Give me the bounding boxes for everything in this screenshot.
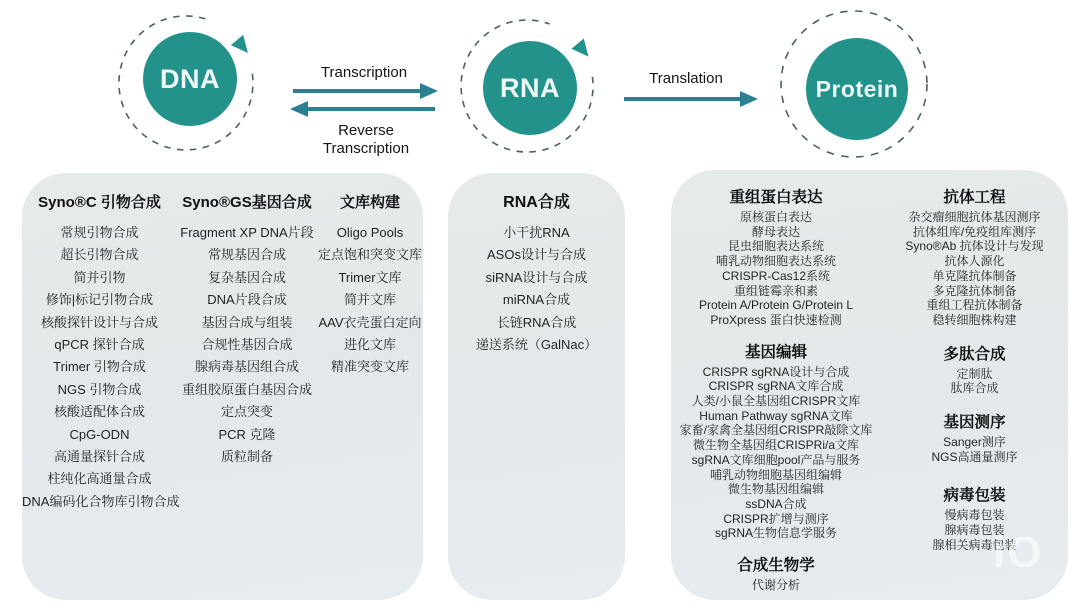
- peptide-synthesis-list: [881, 367, 1068, 396]
- list-item: sgRNA文库细胞pool产品与服务: [691, 452, 861, 467]
- list-item: AAV衣壳蛋白定向: [318, 314, 422, 330]
- list-item: ProXpress 蛋白快速检测: [710, 312, 842, 327]
- rna-services-panel: [448, 173, 625, 600]
- list-item: 定点突变: [220, 404, 273, 420]
- protein-column-right: [881, 188, 1068, 600]
- peptide-synthesis-section: [881, 345, 1068, 396]
- list-item: 常规基因合成: [207, 247, 286, 263]
- list-item: 定制肽: [956, 366, 993, 381]
- translation-label: Translation: [649, 70, 723, 87]
- list-item: 复杂基因合成: [207, 269, 286, 285]
- list-item: 基因合成与组装: [201, 314, 293, 330]
- list-item: CRISPR-Cas12系统: [721, 268, 831, 283]
- list-item: 重组胶原蛋白基因合成: [181, 381, 312, 397]
- virus-packaging-list: [881, 508, 1068, 552]
- list-item: 高通量探针合成: [53, 449, 145, 465]
- list-item: Syno®Ab 抗体设计与发现: [905, 239, 1044, 254]
- gene-sequencing-list: [881, 435, 1068, 464]
- list-item: 重组链霉亲和素: [733, 283, 818, 298]
- list-item: 原核蛋白表达: [739, 210, 812, 224]
- gene-sequencing-section: [881, 413, 1068, 464]
- list-item: DNA片段合成: [207, 292, 287, 308]
- antibody-engineering-header: 抗体工程: [943, 189, 1006, 206]
- list-item: DNA编码化合物库引物合成: [22, 493, 180, 509]
- list-item: 核酸探针设计与合成: [40, 314, 158, 330]
- dna-cycle-arrowhead-icon: [231, 35, 254, 58]
- primer-synthesis-header: Syno®C 引物合成: [38, 194, 161, 211]
- list-item: NGS高通量测序: [931, 449, 1018, 464]
- list-item: PCR 克隆: [218, 426, 276, 442]
- reverse-transcription-label-line1: Reverse: [338, 122, 394, 139]
- library-construction-column: [317, 193, 423, 600]
- dna-node-label: DNA: [160, 64, 220, 94]
- list-item: 简并文库: [343, 292, 396, 308]
- list-item: Protein A/Protein G/Protein L: [698, 298, 854, 313]
- list-item: 肽库合成: [950, 381, 999, 396]
- primer-synthesis-column: [22, 193, 180, 600]
- list-item: 哺乳动物细胞基因组编辑: [709, 467, 842, 482]
- list-item: 抗体人源化: [944, 254, 1005, 269]
- list-item: 柱纯化高通量合成: [47, 471, 152, 487]
- list-item: miRNA合成: [502, 292, 571, 308]
- central-dogma-diagram: [0, 0, 1080, 170]
- list-item: 质粒制备: [220, 449, 273, 465]
- list-item: 简并引物: [73, 269, 126, 285]
- list-item: 慢病毒包装: [944, 508, 1005, 523]
- translation-arrowhead-icon: [740, 91, 758, 107]
- list-item: 杂交瘤细胞抗体基因测序: [908, 210, 1041, 224]
- gene-synthesis-list: [177, 222, 317, 468]
- gene-synthesis-column: [177, 193, 317, 600]
- list-item: CpG-ODN: [69, 426, 130, 442]
- list-item: 长链RNA合成: [496, 314, 577, 330]
- list-item: 重组工程抗体制备: [926, 298, 1023, 313]
- list-item: 递送系统（GalNac）: [475, 337, 598, 353]
- list-item: Trimer 引物合成: [53, 359, 146, 375]
- list-item: siRNA设计与合成: [485, 269, 588, 285]
- list-item: 核酸适配体合成: [53, 404, 145, 420]
- list-item: 昆虫细胞表达系统: [727, 239, 824, 254]
- protein-column-left: [671, 188, 881, 600]
- gene-editing-section: [671, 343, 881, 541]
- synthetic-biology-section: [671, 556, 881, 593]
- transcription-label: Transcription: [320, 64, 408, 81]
- gene-sequencing-header: 基因测序: [943, 414, 1006, 432]
- list-item: 酵母表达: [751, 224, 800, 239]
- list-item: 微生物基因组编辑: [727, 482, 824, 497]
- list-item: qPCR 探针合成: [54, 337, 145, 353]
- list-item: CRISPR sgRNA设计与合成: [702, 364, 850, 379]
- list-item: 定点饱和突变文库: [317, 247, 422, 263]
- list-item: Sanger测序: [943, 435, 1006, 450]
- list-item: 稳转细胞株构建: [932, 312, 1017, 327]
- antibody-engineering-list: [881, 210, 1068, 328]
- antibody-engineering-section: [881, 188, 1068, 328]
- list-item: 修饰|标记引物合成: [45, 292, 154, 308]
- list-item: 腺病毒基因组合成: [194, 359, 299, 375]
- list-item: Human Pathway sgRNA文库: [699, 408, 853, 423]
- protein-node-label: Protein: [815, 76, 899, 102]
- list-item: 代谢分析: [751, 578, 800, 593]
- gene-editing-header: 基因编辑: [744, 343, 807, 361]
- recombinant-protein-header: 重组蛋白表达: [729, 189, 823, 206]
- list-item: ASOs设计与合成: [487, 247, 586, 263]
- list-item: 进化文库: [343, 337, 396, 353]
- list-item: 腺相关病毒包装: [932, 537, 1017, 552]
- reverse-transcription-arrowhead-icon: [290, 101, 308, 117]
- list-item: 抗体组库/免疫组库测序: [912, 224, 1037, 239]
- list-item: Trimer文库: [338, 269, 402, 285]
- library-construction-list: [317, 222, 423, 379]
- gene-editing-list: [671, 365, 881, 541]
- virus-packaging-section: [881, 486, 1068, 552]
- dna-services-panel: [22, 173, 423, 600]
- list-item: 哺乳动物细胞表达系统: [715, 254, 836, 269]
- list-item: 家畜/家禽全基因组CRISPR敲除文库: [679, 423, 873, 438]
- list-item: Fragment XP DNA片段: [180, 225, 314, 240]
- list-item: 合规性基因合成: [201, 337, 293, 353]
- list-item: sgRNA生物信息学服务: [714, 526, 837, 541]
- list-item: 多克隆抗体制备: [932, 283, 1017, 298]
- rna-node-label: RNA: [500, 73, 560, 103]
- watermark: iO: [993, 528, 1044, 577]
- virus-packaging-header: 病毒包装: [943, 487, 1006, 505]
- list-item: 小干扰RNA: [503, 225, 570, 240]
- synthetic-biology-list: [671, 578, 881, 593]
- rna-synthesis-list: [448, 222, 625, 356]
- list-item: 超长引物合成: [60, 247, 139, 263]
- peptide-synthesis-header: 多肽合成: [943, 345, 1006, 363]
- recombinant-protein-list: [671, 210, 881, 328]
- list-item: 腺病毒包装: [944, 523, 1005, 538]
- primer-synthesis-list: [22, 222, 180, 513]
- list-item: CRISPR扩增与测序: [723, 511, 829, 526]
- list-item: CRISPR sgRNA文库合成: [708, 379, 844, 394]
- list-item: 精准突变文库: [330, 359, 409, 375]
- list-item: 微生物全基因组CRISPRi/a文库: [692, 438, 859, 453]
- rna-cycle-arrowhead-icon: [571, 38, 594, 61]
- rna-synthesis-header: RNA合成: [503, 194, 570, 211]
- recombinant-protein-section: [671, 188, 881, 328]
- protein-services-panel: [671, 170, 1068, 600]
- list-item: ssDNA合成: [745, 496, 807, 511]
- gene-synthesis-header: Syno®GS基因合成: [182, 194, 312, 211]
- list-item: 常规引物合成: [60, 225, 139, 240]
- synthetic-biology-header: 合成生物学: [737, 557, 815, 575]
- list-item: 人类/小鼠全基因组CRISPR文库: [691, 394, 861, 409]
- library-construction-header: 文库构建: [339, 194, 400, 211]
- list-item: NGS 引物合成: [57, 381, 142, 397]
- transcription-arrowhead-icon: [420, 83, 438, 99]
- list-item: 单克隆抗体制备: [932, 268, 1017, 283]
- list-item: Oligo Pools: [336, 225, 404, 240]
- reverse-transcription-label-line2: Transcription: [322, 140, 410, 157]
